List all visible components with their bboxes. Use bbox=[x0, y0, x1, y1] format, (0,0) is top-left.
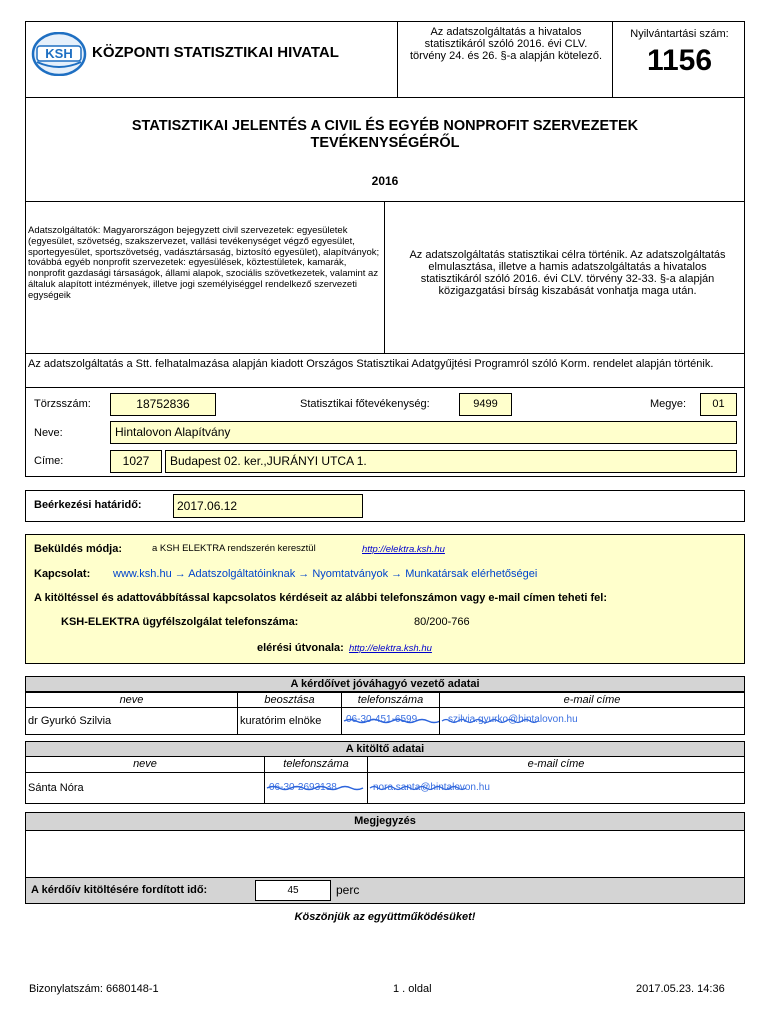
fotev-field[interactable]: 9499 bbox=[459, 393, 512, 416]
approver-email-cell bbox=[439, 707, 745, 735]
time-label: A kérdőív kitöltésére fordított idő: bbox=[31, 884, 208, 896]
approver-phone: 06-30-451-6599 bbox=[346, 714, 418, 725]
title-line1: STATISZTIKAI JELENTÉS A CIVIL ÉS EGYÉB NONPROFIT SZERVEZETEK bbox=[131, 118, 639, 134]
footer-doc-number: Bizonylatszám: 6680148-1 bbox=[29, 983, 159, 995]
approver-name: dr Gyurkó Szilvia bbox=[25, 707, 238, 735]
org-name: KÖZPONTI STATISZTIKAI HIVATAL bbox=[92, 44, 339, 61]
filler-header: A kitöltő adatai bbox=[25, 741, 745, 757]
approver-col-email: e-mail címe bbox=[439, 692, 745, 708]
filler-col-phone: telefonszáma bbox=[264, 756, 368, 773]
megye-field[interactable]: 01 bbox=[700, 393, 737, 416]
contact-path-link[interactable]: www.ksh.hu → Adatszolgáltatóinknak → Nyomtatványok → Munkatársak elérhetőségei bbox=[113, 568, 538, 580]
legal-note: Az adatszolgáltatás a hivatalos statisztikáról szóló 2016. évi CLV. törvény 24. és 26. §-a alapján kötelező. bbox=[409, 26, 602, 62]
deadline-field[interactable]: 2017.06.12 bbox=[173, 494, 363, 518]
submit-mode-label: Beküldés módja: bbox=[34, 543, 123, 555]
deadline-label: Beérkezési határidő: bbox=[34, 499, 142, 511]
header-divider-1 bbox=[397, 21, 398, 98]
logo-text: KSH bbox=[45, 46, 73, 61]
filler-email: nora.santa@hintalovon.hu bbox=[373, 782, 490, 793]
providers-text: Adatszolgáltatók: Magyarországon bejegyzett civil szervezetek: egyesületek (egyesület, szövetség, szakszervezet, vallási tevékenységet végző egyesület, sportegyesület, sportszövetség, vadásztársaság, biztosító egyesület), alapítványok; továbbá egyéb nonprofit szervezetek: egyesülések, köztestületek, kamarák, nonprofit gazdasági társaságok, állami alapok, szociális szövetkezetek, valamint az általuk alapított intézmények, illetve jogi személyiséggel rendelkező szervezeti egységeik bbox=[28, 225, 380, 301]
footer-page: 1 . oldal bbox=[393, 983, 432, 995]
approver-header: A kérdőívet jóváhagyó vezető adatai bbox=[25, 676, 745, 692]
access-label: elérési útvonala: bbox=[257, 642, 344, 654]
approver-col-position: beosztása bbox=[237, 692, 342, 708]
notes-header: Megjegyzés bbox=[25, 812, 745, 831]
time-field[interactable]: 45 bbox=[255, 880, 331, 901]
filler-col-email: e-mail címe bbox=[367, 756, 745, 773]
redaction-scribble bbox=[265, 785, 365, 791]
contact-label: Kapcsolat: bbox=[34, 568, 91, 580]
footer-datetime: 2017.05.23. 14:36 bbox=[636, 983, 725, 995]
submit-mode-text: a KSH ELEKTRA rendszerén keresztül bbox=[152, 543, 316, 554]
filler-col-name: neve bbox=[25, 756, 265, 773]
header-divider-2 bbox=[612, 21, 613, 98]
notes-field[interactable] bbox=[25, 830, 745, 878]
megye-label: Megye: bbox=[650, 398, 687, 410]
question-line: A kitöltéssel és adattovábbítással kapcsolatos kérdéseit az alábbi telefonszámon vagy e-mail címen teheti fel: bbox=[34, 592, 608, 604]
org-divider bbox=[25, 387, 745, 388]
neve-label: Neve: bbox=[34, 427, 63, 439]
fotev-label: Statisztikai főtevékenység: bbox=[300, 398, 430, 410]
ksh-logo bbox=[31, 32, 87, 76]
torzsszam-label: Törzsszám: bbox=[34, 398, 91, 410]
zip-field[interactable]: 1027 bbox=[110, 450, 162, 473]
approver-col-phone: telefonszáma bbox=[341, 692, 440, 708]
title-year: 2016 bbox=[371, 174, 399, 188]
info-divider bbox=[384, 202, 385, 354]
filler-email-cell bbox=[367, 772, 745, 804]
elektra-link[interactable]: http://elektra.ksh.hu bbox=[362, 544, 445, 555]
address-field[interactable]: Budapest 02. ker.,JURÁNYI UTCA 1. bbox=[165, 450, 737, 473]
torzsszam-field[interactable]: 18752836 bbox=[110, 393, 216, 416]
helpdesk-label: KSH-ELEKTRA ügyfélszolgálat telefonszáma: bbox=[61, 616, 299, 628]
title-line2: TEVÉKENYSÉGÉRŐL bbox=[310, 135, 460, 151]
neve-field[interactable]: Hintalovon Alapítvány bbox=[110, 421, 737, 444]
approver-email: szilvia.gyurko@hintalovon.hu bbox=[448, 714, 578, 725]
filler-phone: 06-30-2693138 bbox=[269, 782, 337, 793]
cime-label: Címe: bbox=[34, 455, 64, 467]
authorization-text: Az adatszolgáltatás a Stt. felhatalmazása alapján kiadott Országos Statisztikai Adatgyűjtési Programról szóló Korm. rendelet alapján történik. bbox=[28, 358, 714, 370]
filler-phone-cell bbox=[264, 772, 368, 804]
thanks-text: Köszönjük az együttműködésüket! bbox=[294, 911, 476, 923]
reg-number: 1156 bbox=[646, 44, 713, 77]
helpdesk-phone: 80/200-766 bbox=[414, 616, 470, 628]
access-link[interactable]: http://elektra.ksh.hu bbox=[349, 643, 432, 654]
redaction-scribble bbox=[440, 718, 540, 724]
approver-phone-cell bbox=[341, 707, 440, 735]
redaction-scribble bbox=[368, 785, 468, 791]
filler-name: Sánta Nóra bbox=[25, 772, 265, 804]
purpose-text: Az adatszolgáltatás statisztikai célra történik. Az adatszolgáltatás elmulasztása, illetve a hamis adatszolgáltatás a hivatalos statisztikáról szóló 2016. évi CLV. törvény 32-33. §-a alapján közigazgatási bírság kiszabását vonhatja maga után. bbox=[409, 249, 726, 297]
approver-col-name: neve bbox=[25, 692, 238, 708]
reg-label: Nyilvántartási szám: bbox=[630, 28, 729, 40]
redaction-scribble bbox=[342, 718, 440, 724]
approver-position: kuratórim elnöke bbox=[237, 707, 342, 735]
time-unit: perc bbox=[336, 883, 360, 897]
